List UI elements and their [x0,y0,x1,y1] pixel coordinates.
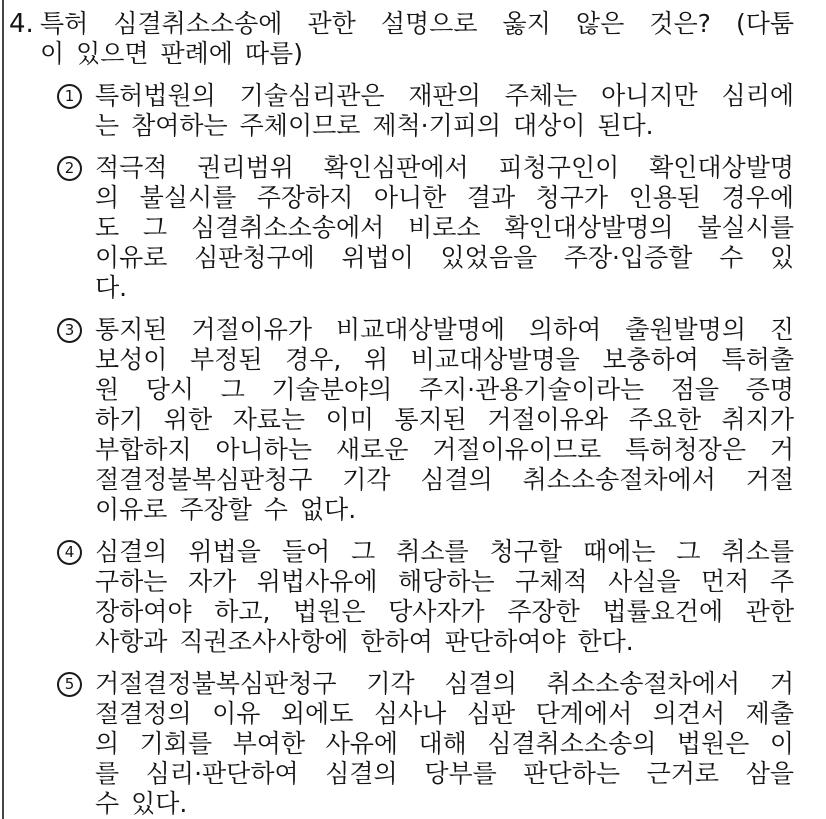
question-line-2: 이 있으면 판례에 따름) [40,39,303,68]
option-4 [64,537,794,657]
option-5-line-2: 절결정의 이유 외에도 심사나 심판 단계에서 의견서 제출 [95,699,794,728]
column-divider-line [2,0,4,819]
option-3-line-2: 보성이 부정된 경우, 위 비교대상발명을 보충하여 특허출 [95,345,794,374]
option-3-line-7: 이유로 주장할 수 없다. [95,495,357,524]
option-3-circled-number [57,318,82,343]
option-3-line-1: 통지된 거절이유가 비교대상발명에 의하여 출원발명의 진 [95,315,794,344]
question-line-1: 특허 심결취소소송에 관한 설명으로 옳지 않은 것은? (다툼 [40,9,794,38]
option-5-line-1: 거절결정불복심판청구 기각 심결의 취소소송절차에서 거 [95,669,794,698]
option-5-circled-number [57,672,82,697]
option-2-line-4: 이유로 심판청구에 위법이 있었음을 주장·입증할 수 있 [95,243,794,272]
option-2-circled-number [57,156,82,181]
option-2-line-2: 의 불실시를 주장하지 아니한 결과 청구가 인용된 경우에 [95,183,794,212]
option-2-line-5: 다. [95,273,128,302]
option-5-line-5: 수 있다. [95,789,188,818]
option-3-line-5: 부합하지 아니하는 새로운 거절이유이므로 특허청장은 거 [95,435,794,464]
question-number: 4. [9,9,34,39]
option-5-line-3: 의 기회를 부여한 사유에 대해 심결취소소송의 법원은 이 [95,729,794,758]
option-2-line-3: 도 그 심결취소소송에서 비로소 확인대상발명의 불실시를 [95,213,794,242]
option-3-line-3: 원 당시 그 기술분야의 주지·관용기술이라는 점을 증명 [95,375,794,404]
option-2-line-1: 적극적 권리범위 확인심판에서 피청구인이 확인대상발명 [95,153,794,182]
option-4-line-4: 사항과 직권조사사항에 한하여 판단하여야 한다. [95,627,634,656]
question-block [9,9,794,69]
option-4-digit: 4 [64,543,75,561]
option-4-circled-number [57,540,82,565]
option-3-line-6: 절결정불복심판청구 기각 심결의 취소소송절차에서 거절 [95,465,794,494]
option-1 [64,81,794,141]
option-1-digit: 1 [64,87,75,105]
option-4-line-2: 구하는 자가 위법사유에 해당하는 구체적 사실을 먼저 주 [95,567,794,596]
option-2 [64,153,794,303]
option-4-line-3: 장하여야 하고, 법원은 당사자가 주장한 법률요건에 관한 [95,597,794,626]
option-2-digit: 2 [64,159,75,177]
option-5 [64,669,794,819]
option-1-line-2: 는 참여하는 주체이므로 제척·기피의 대상이 된다. [95,111,654,140]
option-5-digit: 5 [64,675,75,693]
option-1-line-1: 특허법원의 기술심리관은 재판의 주체는 아니지만 심리에 [95,81,794,110]
option-1-circled-number [57,84,82,109]
option-4-line-1: 심결의 위법을 들어 그 취소를 청구할 때에는 그 취소를 [95,537,794,566]
option-5-line-4: 를 심리·판단하여 심결의 당부를 판단하는 근거로 삼을 [95,759,794,788]
option-3-digit: 3 [64,321,75,339]
option-3-line-4: 하기 위한 자료는 이미 통지된 거절이유와 주요한 취지가 [95,405,794,434]
option-3 [64,315,794,525]
